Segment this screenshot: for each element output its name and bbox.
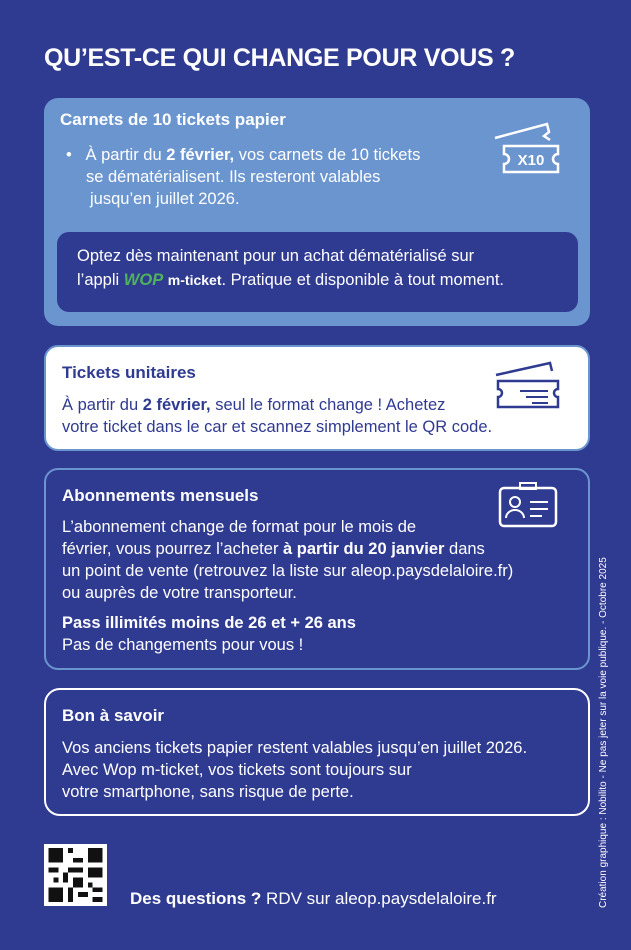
wop-promo-box: Optez dès maintenant pour un achat dématérialisé sur l’appli WOP m-ticket. Pratique et disponible à tout moment. (57, 232, 578, 312)
footer-questions: Des questions ? RDV sur aleop.paysdelaloire.fr (130, 889, 497, 908)
unitaires-card (44, 345, 590, 451)
ticket-x10-icon (492, 122, 564, 178)
abonnements-title: Abonnements mensuels (62, 486, 259, 505)
abonnements-card (44, 468, 590, 670)
ticket-icon (492, 361, 564, 411)
carnets-title: Carnets de 10 tickets papier (60, 110, 286, 129)
unitaires-text: À partir du 2 février, seul le format change ! Achetez votre ticket dans le car et scannez simplement le QR code. (62, 396, 493, 436)
wop-logo: WOP (123, 271, 164, 289)
page-title: QU’EST-CE QUI CHANGE POUR VOUS ? (44, 44, 516, 72)
abonnements-text: L’abonnement change de format pour le mois de février, vous pourrez l’acheter à partir du 20 janvier dans un point de vente (retrouvez la liste sur aleop.paysdelaloire.fr) ou auprès de votre transporteur. Pass illimités moins de 26 et + 26 ans Pas de changements pour vous ! (62, 518, 514, 654)
savoir-title: Bon à savoir (62, 706, 165, 725)
qr-code[interactable] (44, 844, 107, 906)
unitaires-title: Tickets unitaires (62, 363, 196, 382)
side-credit: Création graphique : Nobilito - Ne pas jeter sur la voie publique. - Octobre 2025 (598, 557, 609, 908)
bon-a-savoir-card (44, 688, 590, 816)
id-card-icon (498, 482, 560, 528)
carnets-text: • À partir du 2 février, vos carnets de 10 tickets se dématérialisent. Ils resteront valables jusqu’en juillet 2026. (66, 146, 421, 208)
savoir-text: Vos anciens tickets papier restent valables jusqu’en juillet 2026. Avec Wop m-ticket, vos tickets sont toujours sur votre smartphone, sans risque de perte. (62, 739, 528, 801)
carnets-card (44, 98, 590, 326)
svg-text:X10: X10 (517, 152, 545, 169)
